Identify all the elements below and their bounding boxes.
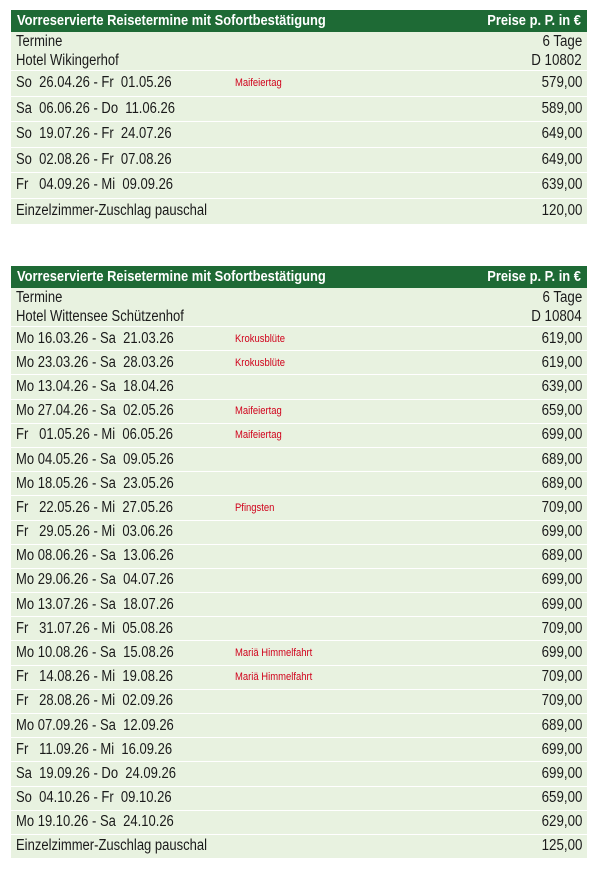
price: 619,00 bbox=[541, 353, 582, 371]
termine-row bbox=[11, 288, 587, 307]
table-header bbox=[11, 266, 587, 288]
price: 699,00 bbox=[541, 595, 582, 613]
date-row bbox=[11, 374, 587, 398]
price: 699,00 bbox=[541, 764, 582, 782]
travel-dates: Mo 10.08.26 - Sa 15.08.26 bbox=[16, 644, 174, 662]
travel-dates: Fr 29.05.26 - Mi 03.06.26 bbox=[16, 523, 174, 541]
tour-dates-table-wikingerhof bbox=[11, 10, 587, 224]
supplement-row bbox=[11, 834, 587, 858]
date-row bbox=[11, 447, 587, 471]
date-row bbox=[11, 544, 587, 568]
supplement-label: Einzelzimmer-Zuschlag pauschal bbox=[16, 837, 208, 855]
date-row bbox=[11, 172, 587, 198]
price: 689,00 bbox=[541, 547, 582, 565]
supplement-row bbox=[11, 198, 587, 224]
price: 579,00 bbox=[541, 74, 582, 92]
price: 689,00 bbox=[541, 474, 582, 492]
table-header bbox=[11, 10, 587, 32]
date-row bbox=[11, 520, 587, 544]
travel-dates: Mo 27.04.26 - Sa 02.05.26 bbox=[16, 402, 174, 420]
date-row bbox=[11, 423, 587, 447]
tour-code: D 10802 bbox=[531, 51, 582, 69]
date-row bbox=[11, 350, 587, 374]
holiday-note: Maifeiertag bbox=[235, 405, 282, 418]
price: 709,00 bbox=[541, 692, 582, 710]
date-row bbox=[11, 147, 587, 173]
date-row bbox=[11, 326, 587, 350]
date-row bbox=[11, 786, 587, 810]
price: 589,00 bbox=[541, 99, 582, 117]
travel-dates: Sa 06.06.26 - Do 11.06.26 bbox=[16, 99, 176, 117]
holiday-note: Mariä Himmelfahrt bbox=[235, 671, 313, 684]
duration-label: 6 Tage bbox=[542, 288, 582, 306]
price: 689,00 bbox=[541, 450, 582, 468]
date-row bbox=[11, 471, 587, 495]
travel-dates: Mo 07.09.26 - Sa 12.09.26 bbox=[16, 716, 174, 734]
travel-dates: So 19.07.26 - Fr 24.07.26 bbox=[16, 125, 172, 143]
price: 689,00 bbox=[541, 716, 582, 734]
travel-dates: Mo 19.10.26 - Sa 24.10.26 bbox=[16, 813, 174, 831]
holiday-note: Maifeiertag bbox=[235, 77, 282, 90]
price: 639,00 bbox=[541, 377, 582, 395]
travel-dates: Mo 13.07.26 - Sa 18.07.26 bbox=[16, 595, 174, 613]
travel-dates: So 26.04.26 - Fr 01.05.26 bbox=[16, 74, 172, 92]
supplement-price: 120,00 bbox=[541, 202, 582, 219]
date-row bbox=[11, 737, 587, 761]
price: 709,00 bbox=[541, 498, 582, 516]
travel-dates: Fr 22.05.26 - Mi 27.05.26 bbox=[16, 498, 174, 516]
price: 619,00 bbox=[541, 329, 582, 347]
travel-dates: Fr 28.08.26 - Mi 02.09.26 bbox=[16, 692, 174, 710]
travel-dates: Fr 01.05.26 - Mi 06.05.26 bbox=[16, 426, 174, 444]
date-row bbox=[11, 665, 587, 689]
date-row bbox=[11, 96, 587, 122]
price: 659,00 bbox=[541, 402, 582, 420]
tour-dates-table-schuetzenhof bbox=[11, 266, 587, 858]
termine-row bbox=[11, 32, 587, 51]
date-row bbox=[11, 568, 587, 592]
price: 699,00 bbox=[541, 523, 582, 541]
holiday-note: Mariä Himmelfahrt bbox=[235, 647, 313, 660]
supplement-price: 125,00 bbox=[541, 837, 582, 855]
price: 659,00 bbox=[541, 789, 582, 807]
table-title: Vorreservierte Reisetermine mit Sofortbestätigung bbox=[17, 268, 326, 285]
holiday-note: Krokusblüte bbox=[235, 356, 285, 369]
travel-dates: So 04.10.26 - Fr 09.10.26 bbox=[16, 789, 172, 807]
price: 709,00 bbox=[541, 619, 582, 637]
hotel-row bbox=[11, 51, 587, 70]
travel-dates: Mo 23.03.26 - Sa 28.03.26 bbox=[16, 353, 174, 371]
travel-dates: Mo 13.04.26 - Sa 18.04.26 bbox=[16, 377, 174, 395]
travel-dates: Mo 04.05.26 - Sa 09.05.26 bbox=[16, 450, 174, 468]
termine-label: Termine bbox=[16, 32, 63, 50]
date-row bbox=[11, 713, 587, 737]
travel-dates: Fr 14.08.26 - Mi 19.08.26 bbox=[16, 668, 174, 686]
price: 699,00 bbox=[541, 426, 582, 444]
duration-label: 6 Tage bbox=[542, 32, 582, 50]
price: 699,00 bbox=[541, 740, 582, 758]
price: 639,00 bbox=[541, 176, 582, 194]
travel-dates: Mo 16.03.26 - Sa 21.03.26 bbox=[16, 329, 174, 347]
date-row bbox=[11, 616, 587, 640]
hotel-name: Hotel Wikingerhof bbox=[16, 51, 119, 69]
price-header: Preise p. P. in € bbox=[487, 12, 581, 29]
hotel-row bbox=[11, 307, 587, 326]
travel-dates: Fr 31.07.26 - Mi 05.08.26 bbox=[16, 619, 174, 637]
price-header: Preise p. P. in € bbox=[487, 268, 581, 285]
price: 699,00 bbox=[541, 571, 582, 589]
travel-dates: Mo 18.05.26 - Sa 23.05.26 bbox=[16, 474, 174, 492]
price: 709,00 bbox=[541, 668, 582, 686]
holiday-note: Krokusblüte bbox=[235, 332, 285, 345]
holiday-note: Maifeiertag bbox=[235, 429, 282, 442]
table-title: Vorreservierte Reisetermine mit Sofortbestätigung bbox=[17, 12, 326, 29]
date-row bbox=[11, 689, 587, 713]
holiday-note: Pfingsten bbox=[235, 501, 275, 514]
price: 629,00 bbox=[541, 813, 582, 831]
date-row bbox=[11, 761, 587, 785]
date-row bbox=[11, 70, 587, 96]
travel-dates: Fr 11.09.26 - Mi 16.09.26 bbox=[16, 740, 173, 758]
price: 649,00 bbox=[541, 150, 582, 168]
date-row bbox=[11, 121, 587, 147]
travel-dates: Fr 04.09.26 - Mi 09.09.26 bbox=[16, 176, 174, 194]
travel-dates: Mo 08.06.26 - Sa 13.06.26 bbox=[16, 547, 174, 565]
termine-label: Termine bbox=[16, 288, 63, 306]
date-row bbox=[11, 592, 587, 616]
travel-dates: Mo 29.06.26 - Sa 04.07.26 bbox=[16, 571, 174, 589]
travel-dates: So 02.08.26 - Fr 07.08.26 bbox=[16, 150, 172, 168]
date-row bbox=[11, 399, 587, 423]
tour-code: D 10804 bbox=[531, 307, 582, 325]
price: 699,00 bbox=[541, 644, 582, 662]
supplement-label: Einzelzimmer-Zuschlag pauschal bbox=[16, 202, 208, 219]
hotel-name: Hotel Wittensee Schützenhof bbox=[16, 307, 184, 325]
travel-dates: Sa 19.09.26 - Do 24.09.26 bbox=[16, 764, 176, 782]
date-row bbox=[11, 495, 587, 519]
date-row bbox=[11, 810, 587, 834]
date-row bbox=[11, 640, 587, 664]
price: 649,00 bbox=[541, 125, 582, 143]
